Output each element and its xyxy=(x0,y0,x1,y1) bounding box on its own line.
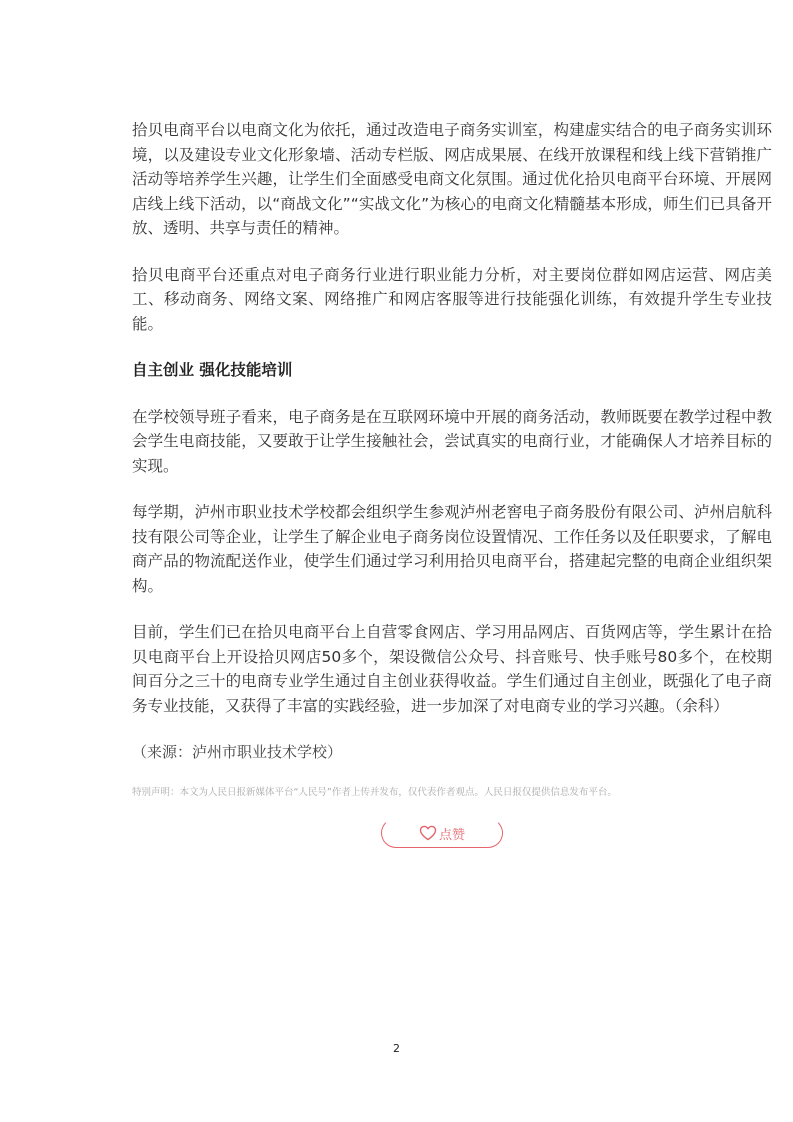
like-button[interactable] xyxy=(381,818,503,848)
like-area xyxy=(122,818,762,848)
page-number: 2 xyxy=(393,1042,400,1055)
article-paragraph-2: 拾贝电商平台还重点对电子商务行业进行职业能力分析，对主要岗位群如网店运营、网店美工、移动商务、网络文案、网络推广和网店客服等进行技能强化训练，有效提升学生专业技能。 xyxy=(132,265,772,333)
section-paragraph-2: 每学期，泸州市职业技术学校都会组织学生参观泸州老窖电子商务股份有限公司、泸州启航科技有限公司等企业，让学生了解企业电子商务岗位设置情况、工作任务以及任职要求，了解电商产品的物流配送作业，使学生们通过学习利用拾贝电商平台，搭建起完整的电商企业组织架构。 xyxy=(132,503,772,595)
article-source: （来源：泸州市职业技术学校） xyxy=(132,743,343,761)
disclaimer-text: 特别声明：本文为人民日报新媒体平台“人民号”作者上传并发布，仅代表作者观点。人民日报仅提供信息发布平台。 xyxy=(132,787,617,798)
section-paragraph-1: 在学校领导班子看来，电子商务是在互联网环境中开展的商务活动，教师既要在教学过程中教会学生电商技能，又要敢于让学生接触社会，尝试真实的电商行业，才能确保人才培养目标的实现。 xyxy=(132,407,772,475)
section-heading: 自主创业 强化技能培训 xyxy=(132,361,293,379)
like-label: 点赞 xyxy=(438,827,465,843)
article-body xyxy=(132,118,772,848)
section-paragraph-3: 目前，学生们已在拾贝电商平台上自营零食网店、学习用品网店、百货网店等，学生累计在拾贝电商平台上开设拾贝网店50多个，架设微信公众号、抖音账号、快手账号80多个，在校期间百分之三十的电商专业学生通过自主创业获得收益。学生们通过自主创业，既强化了电子商务专业技能，又获得了丰富的实践经验，进一步加深了对电商专业的学习兴趣。（余科） xyxy=(132,623,772,715)
heart-outline-icon xyxy=(419,825,437,841)
article-paragraph-1: 拾贝电商平台以电商文化为依托，通过改造电子商务实训室，构建虚实结合的电子商务实训环境，以及建设专业文化形象墙、活动专栏版、网店成果展、在线开放课程和线上线下营销推广活动等培养学生兴趣，让学生们全面感受电商文化氛围。通过优化拾贝电商平台环境、开展网店线上线下活动，以“商战文化”“实战文化”为核心的电商文化精髓基本形成，师生们已具备开放、透明、共享与责任的精神。 xyxy=(132,121,772,237)
